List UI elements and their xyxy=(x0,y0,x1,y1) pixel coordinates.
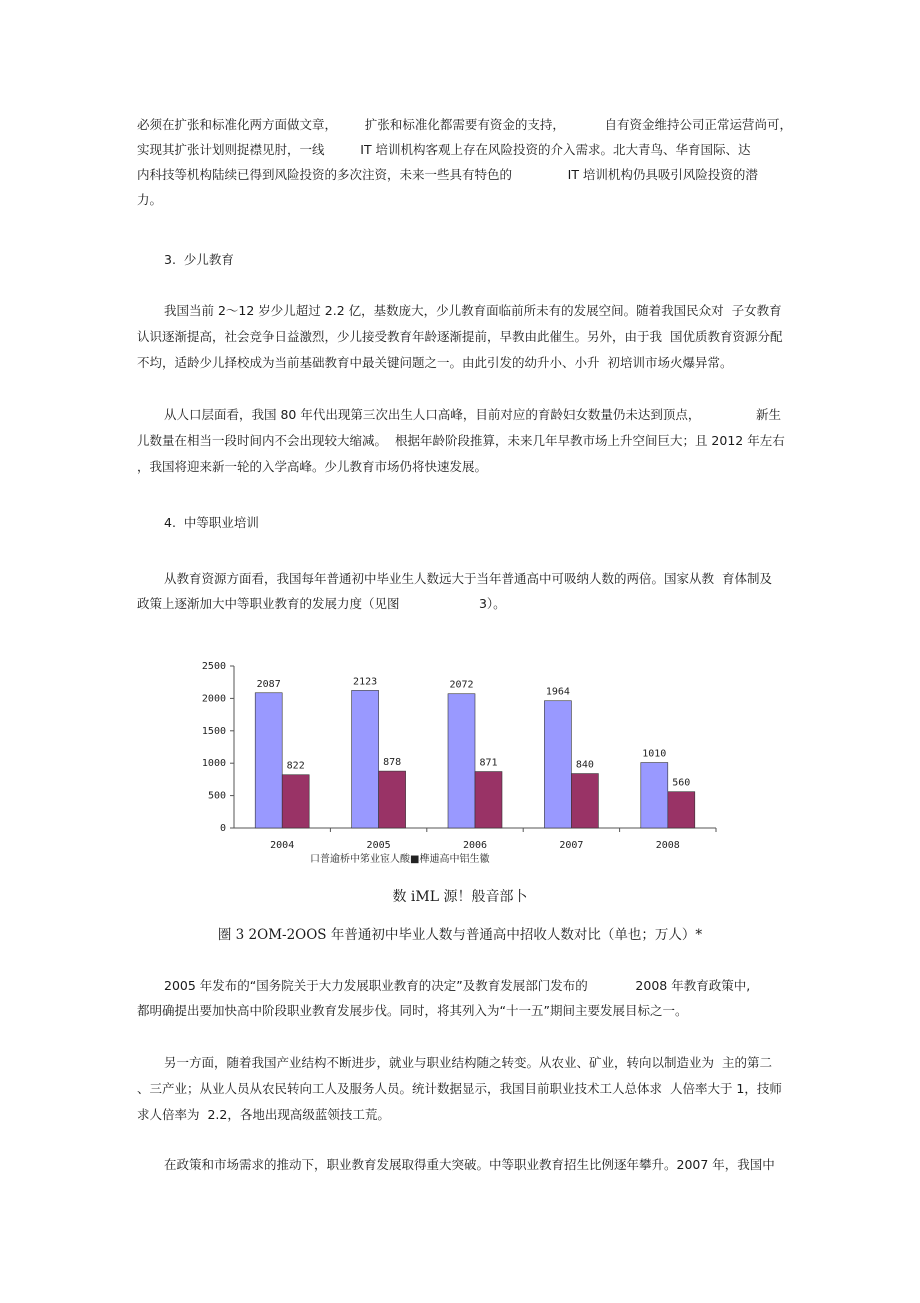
text-line: 实现其扩张计划则捉襟见肘，一线 IT 培训机构客观上存在风险投资的介入需求。北大青鸟、华育国际、达 xyxy=(137,142,751,157)
chart-legend: 口普逾桥中笫业宦人酸■榫逋高中铝生徽 xyxy=(310,854,490,865)
bar-graduates xyxy=(448,694,475,828)
text-line: 内科技等机构陆续已得到风险投资的多次注资，未来一些具有特色的 IT 培训机构仍具吸引风险投资的潜 xyxy=(137,167,758,182)
bar-graduates xyxy=(352,690,379,828)
bar-enrollment xyxy=(379,771,406,828)
x-tick-label: 2007 xyxy=(559,840,584,851)
text-line: 2005 年发布的“国务院关于大力发展职业教育的决定”及教育发展部门发布的 2008 年教育政策中, xyxy=(164,978,751,993)
bar-enrollment xyxy=(668,792,695,828)
text-line: 都明确提出要加快高中阶段职业教育发展步伐。同时，将其列入为“十一五”期间主要发展目标之一。 xyxy=(137,1003,688,1018)
bar-enrollment xyxy=(282,775,309,828)
x-tick-label: 2004 xyxy=(270,840,295,851)
text-line: 力。 xyxy=(137,192,163,207)
text-line: 儿数量在相当一段时间内不会出现较大缩减。 根据年龄阶段推算，未来几年早教市场上升空间巨大；且 2012 年左右 xyxy=(137,433,785,448)
x-tick-label: 2005 xyxy=(366,840,391,851)
bar-enrollment xyxy=(571,774,598,828)
section-heading-vocational-training: 4. 中等职业培训 xyxy=(164,515,259,530)
text-line: 求人倍率为 2.2，各地出现高级蓝领技工荒。 xyxy=(137,1107,390,1122)
text-line: 、三产业；从业人员从农民转向工人及服务人员。统计数据显示，我国目前职业技术工人总体求 人倍率大于 1，技师 xyxy=(137,1081,782,1096)
y-tick-label: 0 xyxy=(219,823,226,834)
text-line: 从教育资源方面看，我国每年普通初中毕业生人数远大于当年普通高中可吸纳人数的两倍。国家从教 育体制及 xyxy=(164,571,772,586)
bar-data-label: 878 xyxy=(383,757,402,769)
figure-source: 数 iML 源！般音部卜 xyxy=(392,889,528,905)
y-tick-label: 2500 xyxy=(201,661,226,672)
x-tick-label: 2008 xyxy=(655,840,680,851)
text-line: 政策上逐渐加大中等职业教育的发展力度（见图 3）。 xyxy=(137,596,506,611)
bar-graduates xyxy=(544,701,571,828)
bar-data-label: 871 xyxy=(479,757,498,769)
text-line: ，我国将迎来新一轮的入学高峰。少儿教育市场仍将快速发展。 xyxy=(137,459,488,474)
bar-data-label: 822 xyxy=(286,760,305,772)
bar-data-label: 1964 xyxy=(545,686,570,698)
bar-chart-figure xyxy=(190,655,730,870)
y-tick-label: 1500 xyxy=(201,725,226,737)
y-tick-label: 1000 xyxy=(201,758,226,770)
bar-data-label: 2123 xyxy=(353,676,378,688)
section-heading-children-education: 3. 少儿教育 xyxy=(164,252,234,267)
bar-chart xyxy=(190,655,730,870)
x-tick-label: 2006 xyxy=(462,840,488,851)
bar-data-label: 2072 xyxy=(449,679,474,691)
bar-graduates xyxy=(255,693,282,828)
text-line: 在政策和市场需求的推动下，职业教育发展取得重大突破。中等职业教育招生比例逐年攀升。2007 年，我国中 xyxy=(164,1157,775,1172)
y-tick-label: 2000 xyxy=(201,693,226,705)
bar-graduates xyxy=(641,763,668,828)
y-tick-label: 500 xyxy=(207,790,226,802)
bar-enrollment xyxy=(475,772,502,828)
bar-data-label: 1010 xyxy=(642,748,667,760)
bar-data-label: 2087 xyxy=(256,678,281,690)
bar-data-label: 560 xyxy=(672,777,691,789)
text-line: 从人口层面看，我国 80 年代出现第三次出生人口高峰，目前对应的育龄妇女数量仍未达到顶点， 新生 xyxy=(164,407,781,422)
bar-data-label: 840 xyxy=(575,759,594,771)
text-line: 必须在扩张和标准化两方面做文章， 扩张和标准化都需要有资金的支持， 自有资金维持公司正常运营尚可， xyxy=(137,117,793,132)
text-line: 不均，适龄少儿择校成为当前基础教育中最关键问题之一。由此引发的幼升小、小升 初培训市场火爆异常。 xyxy=(137,355,733,370)
figure-caption: 圏 3 2OM-2OOS 年普通初中毕业人数与普通高中招收人数对比（单也；万人）* xyxy=(217,927,703,943)
text-line: 另一方面，随着我国产业结构不断进步，就业与职业结构随之转变。从农业、矿业，转向以制造业为 主的第二 xyxy=(164,1055,772,1070)
text-line: 认识逐渐提高，社会竞争日益激烈，少儿接受教育年龄逐渐提前，早教由此催生。另外，由于我 国优质教育资源分配 xyxy=(137,329,783,344)
text-line: 我国当前 2～12 岁少儿超过 2.2 亿，基数庞大，少儿教育面临前所未有的发展空间。随着我国民众对 子女教育 xyxy=(164,303,782,318)
